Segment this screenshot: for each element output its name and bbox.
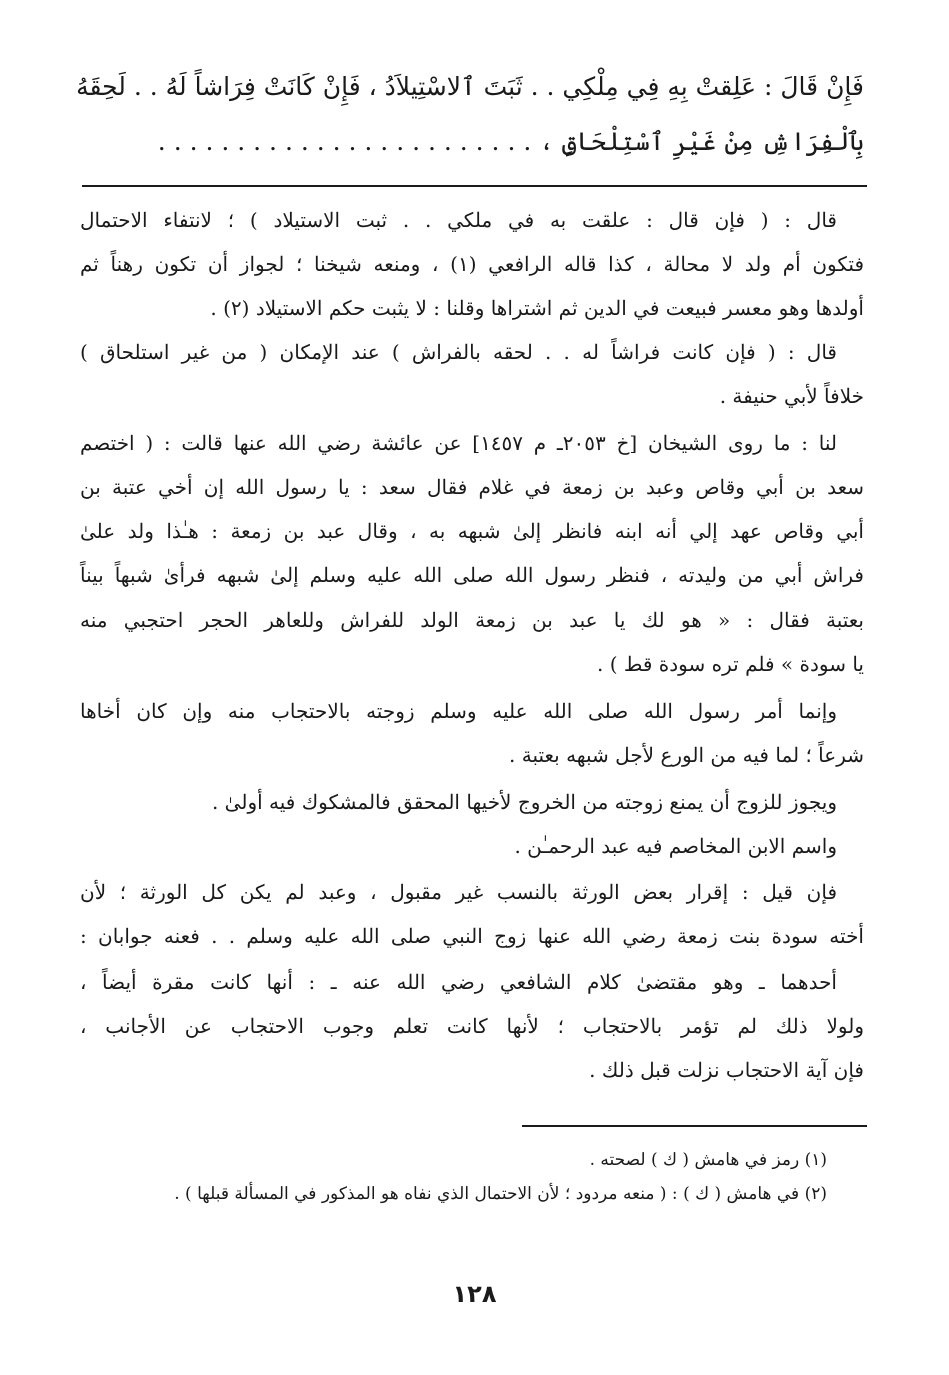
commentary-line: خلافاً لأبي حنيفة . [719,384,864,408]
footnote: (٢) في هامش ( ك ) : ( منعه مردود ؛ لأن الاحتمال الذي نفاه هو المذكور في المسألة قبلها ) . [174,1184,827,1204]
commentary-line: سعد بن أبي وقاص وعبد بن زمعة في غلام فقال سعد : يا رسول الله إن أخي عتبة بن [80,475,864,499]
commentary-line: ويجوز للزوج أن يمنع زوجته من الخروج لأخيها المحقق فالمشكوك فيه أولىٰ . [211,790,837,814]
matn-line: بِٱلْفِرَاشِ مِنْ غَيْرِ ٱسْتِلْحَاقٍ ، . . . . . . . . . . . . . . . . . . . . . . . . [157,127,864,156]
commentary-line: أبي وقاص عهد إلي أنه ابنه فانظر إلىٰ شبهه به ، وقال عبد بن زمعة : هـٰذا ولد علىٰ [80,519,864,543]
commentary-line: قال : ( فإن قال : علقت به في ملكي . . ثبت الاستيلاد ) ؛ لانتفاء الاحتمال [80,208,837,232]
commentary-line: وإنما أمر رسول الله صلى الله عليه وسلم زوجته بالاحتجاب منه وإن كان أخاها [80,699,837,723]
commentary-line: لنا : ما روى الشيخان [خ ٢٠٥٣ـ م ١٤٥٧] عن عائشة رضي الله عنها قالت : ( اختصم [80,431,837,455]
commentary-line: بعتبة فقال : « هو لك يا عبد بن زمعة الولد للفراش وللعاهر الحجر احتجبي منه [80,608,864,632]
commentary-line: فراش أبي من وليدته ، فنظر رسول الله صلى الله عليه وسلم إلىٰ شبهه فرأىٰ شبهاً بيناً [80,563,864,587]
commentary-line: شرعاً ؛ لما فيه من الورع لأجل شبهه بعتبة . [509,743,864,767]
commentary-line: فتكون أم ولد لا محالة ، كذا قاله الرافعي (١) ، ومنعه شيخنا ؛ لجواز أن تكون رهناً ثم [80,252,865,276]
commentary-line: ولولا ذلك لم تؤمر بالاحتجاب ؛ لأنها كانت تعلم وجوب الاحتجاب عن الأجانب ، [80,1014,864,1038]
commentary-line: يا سودة » فلم تره سودة قط ) . [597,652,864,676]
separator-rule [82,185,867,187]
commentary-line: قال : ( فإن كانت فراشاً له . . لحقه بالفراش ) عند الإمكان ( من غير استلحاق ) [80,340,837,364]
commentary-line: فإن آية الاحتجاب نزلت قبل ذلك . [589,1058,864,1082]
footnote: (١) رمز في هامش ( ك ) لصحته . [589,1150,827,1170]
commentary-line: واسم الابن المخاصم فيه عبد الرحمـٰن . [514,834,837,858]
commentary-line: أحدهما ـ وهو مقتضىٰ كلام الشافعي رضي الله عنه ـ : أنها كانت مقرة أيضاً ، [80,970,837,994]
commentary-line: فإن قيل : إقرار بعض الورثة بالنسب غير مقبول ، وعبد لم يكن كل الورثة ؛ لأن [80,880,837,904]
footnote-rule [522,1125,867,1127]
page-number: ١٢٨ [452,1280,497,1308]
matn-line: فَإِنْ قَالَ : عَلِقتْ بِهِ فِي مِلْكِي . . ثَبَتَ ٱلاسْتِيلاَدُ ، فَإِنْ كَانَتْ فِرَاشاً لَهُ . . لَحِقَهُ [76,72,864,101]
commentary-line: أخته سودة بنت زمعة رضي الله عنها زوج النبي صلى الله عليه وسلم . . فعنه جوابان : [80,924,864,948]
commentary-line: أولدها وهو معسر فبيعت في الدين ثم اشتراها وقلنا : لا يثبت حكم الاستيلاد (٢) . [210,296,864,320]
